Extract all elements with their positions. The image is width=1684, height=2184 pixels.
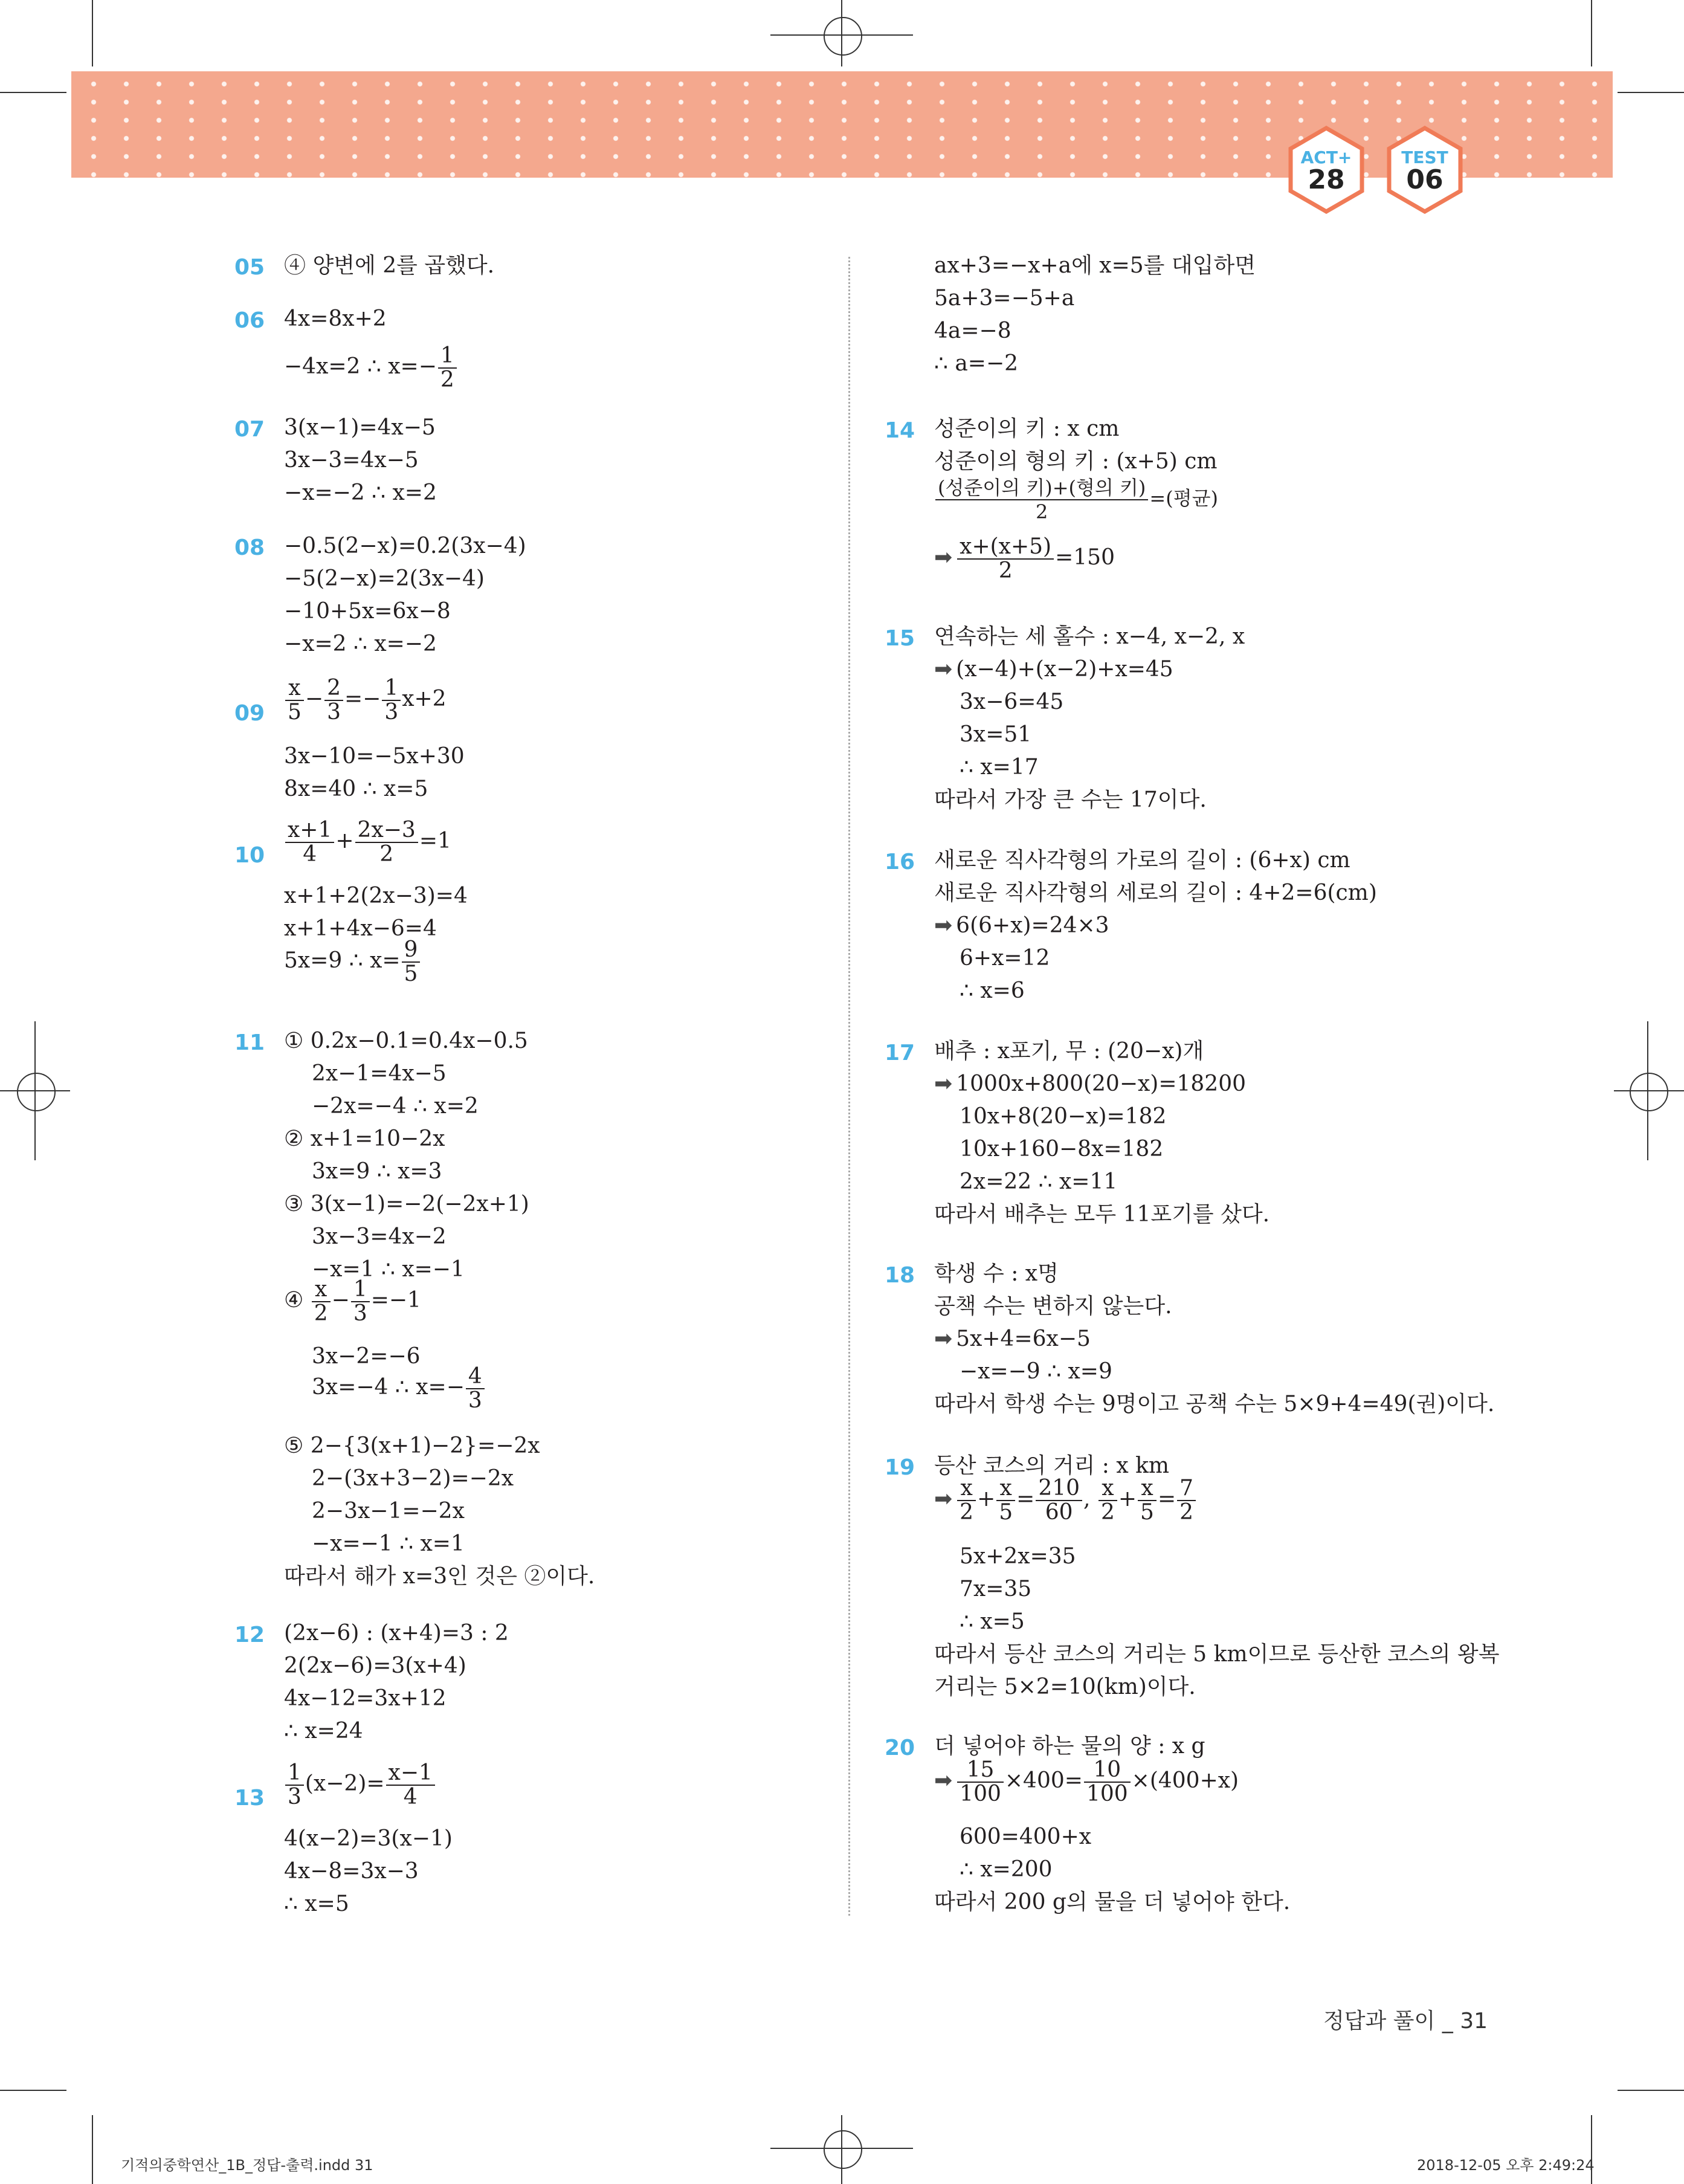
- solution-line: (2x−6) : (x+4)=3 : 2: [284, 1621, 509, 1646]
- solution-line: 10x+8(20−x)=182: [960, 1104, 1167, 1129]
- solution-line: 3x=−4 ∴ x=− $\frac{4}{3}$: [312, 1365, 486, 1412]
- solution-line: 성준이의 형의 키 : (x+5) cm: [934, 449, 1218, 474]
- solution-line: ③ 3(x−1)=−2(−2x+1): [284, 1192, 529, 1216]
- solution-line: −0.5(2−x)=0.2(3x−4): [284, 534, 526, 558]
- problem-number: 15: [885, 626, 915, 651]
- solution-line: 3x−3=4x−5: [284, 448, 419, 473]
- problem-number: 16: [885, 850, 915, 874]
- solution-line: 학생 수 : x명: [934, 1261, 1059, 1286]
- crop-mark: [1647, 1021, 1648, 1160]
- act-badge: [1287, 126, 1366, 214]
- solution-line: 따라서 해가 x=3인 것은 ②이다.: [284, 1564, 595, 1589]
- problem-number: 05: [234, 255, 265, 280]
- problem-number: 07: [234, 417, 265, 442]
- right-arrow-icon: ➡: [934, 1071, 953, 1096]
- problem-number: 08: [234, 535, 265, 560]
- solution-line: ② x+1=10−2x: [284, 1126, 445, 1151]
- solution-line: ➡ $\frac{x}{2}$ + $\frac{x}{5}$ = $\frac{210}{60}$ , $\frac{x}{2}$ + $\frac{x}{5}$ = $\frac{7}{2}$: [934, 1477, 1197, 1524]
- right-arrow-icon: ➡: [934, 1326, 953, 1351]
- problem-number: 19: [885, 1455, 915, 1480]
- solution-line: 4a=−8: [934, 318, 1011, 343]
- solution-line: $\frac{1}{3}$ (x−2)= $\frac{x-1}{4}$: [284, 1762, 436, 1809]
- solution-line: 4x=8x+2: [284, 306, 387, 331]
- solution-line: 5x=9 ∴ x= $\frac{9}{5}$: [284, 939, 421, 986]
- solution-line: $\frac{x+1}{4}$ + $\frac{2x-3}{2}$ =1: [284, 819, 451, 866]
- solution-line: 연속하는 세 홀수 : x−4, x−2, x: [934, 624, 1245, 649]
- solution-line: ∴ x=5: [284, 1892, 349, 1916]
- solution-line: 600=400+x: [960, 1824, 1092, 1849]
- solution-line: 새로운 직사각형의 가로의 길이 : (6+x) cm: [934, 848, 1350, 873]
- solution-line: ➡ 5x+4=6x−5: [934, 1326, 1091, 1351]
- crop-mark: [34, 1021, 36, 1160]
- fraction: $\frac{1}{2}$: [438, 344, 457, 392]
- solution-line: $\frac{x}{5}$ − $\frac{2}{3}$ =− $\frac{1}{3}$ x+2: [284, 677, 447, 724]
- solution-line: 5a+3=−5+a: [934, 286, 1075, 311]
- solution-line: 따라서 등산 코스의 거리는 5 km이므로 등산한 코스의 왕복: [934, 1642, 1500, 1667]
- solution-line: 따라서 가장 큰 수는 17이다.: [934, 787, 1207, 812]
- solution-line: ④ 양변에 2를 곱했다.: [284, 253, 495, 278]
- solution-line: 2x−1=4x−5: [312, 1061, 447, 1086]
- solution-line: 3x=51: [960, 722, 1032, 747]
- solution-line: 2−3x−1=−2x: [312, 1499, 465, 1523]
- solution-line: ∴ x=5: [960, 1609, 1025, 1634]
- solution-line: 3x−3=4x−2: [312, 1224, 447, 1249]
- test-badge-label: TEST: [1401, 147, 1448, 167]
- solution-line: −2x=−4 ∴ x=2: [312, 1094, 479, 1119]
- solution-line: −x=−2 ∴ x=2: [284, 480, 437, 505]
- crop-mark: [1618, 92, 1684, 93]
- crop-mark: [841, 2115, 842, 2184]
- solution-line: 2−(3x+3−2)=−2x: [312, 1466, 514, 1491]
- solution-line: 3x−10=−5x+30: [284, 744, 465, 769]
- crop-mark: [841, 0, 842, 66]
- solution-line: 따라서 배추는 모두 11포기를 샀다.: [934, 1202, 1270, 1227]
- registration-mark: [1630, 1073, 1668, 1111]
- crop-mark: [92, 2115, 93, 2184]
- solution-line: 공책 수는 변하지 않는다.: [934, 1294, 1172, 1319]
- solution-line: 배추 : x포기, 무 : (20−x)개: [934, 1039, 1204, 1064]
- solution-line: 따라서 학생 수는 9명이고 공책 수는 5×9+4=49(권)이다.: [934, 1392, 1495, 1417]
- right-arrow-icon: ➡: [934, 913, 953, 938]
- solution-line: 4(x−2)=3(x−1): [284, 1826, 453, 1851]
- problem-number: 11: [234, 1030, 265, 1055]
- solution-line: −4x=2 ∴ x=− $\frac{1}{2}$: [284, 344, 458, 392]
- solution-line: ⑤ 2−{3(x+1)−2}=−2x: [284, 1433, 540, 1458]
- solution-line: ➡ (x−4)+(x−2)+x=45: [934, 657, 1173, 682]
- solution-line: 4x−8=3x−3: [284, 1859, 419, 1884]
- right-arrow-icon: ➡: [934, 1487, 953, 1511]
- problem-number: 10: [234, 843, 265, 868]
- solution-line: 5x+2x=35: [960, 1544, 1076, 1569]
- solution-line: 3x−6=45: [960, 690, 1064, 714]
- crop-mark: [0, 2090, 66, 2091]
- solution-line: ∴ x=24: [284, 1719, 363, 1743]
- test-badge-number: 06: [1406, 164, 1444, 195]
- solution-line: $\frac{\text{(성준이의 키)+(형의 키)}}{2}$ =(평균): [934, 476, 1218, 523]
- solution-line: 8x=40 ∴ x=5: [284, 777, 428, 801]
- solution-line: ∴ a=−2: [934, 351, 1019, 376]
- registration-mark: [824, 2130, 862, 2169]
- solution-line: 3x=9 ∴ x=3: [312, 1159, 442, 1184]
- solution-line: ∴ x=17: [960, 755, 1039, 780]
- solution-line: 새로운 직사각형의 세로의 길이 : 4+2=6(cm): [934, 880, 1377, 905]
- solution-line: ➡ $\frac{x+(x+5)}{2}$ =150: [934, 534, 1115, 583]
- problem-number: 18: [885, 1263, 915, 1288]
- solution-line: 성준이의 키 : x cm: [934, 416, 1120, 441]
- solution-line: 2x=22 ∴ x=11: [960, 1169, 1118, 1194]
- solution-line: x+1+4x−6=4: [284, 916, 437, 941]
- solution-line: −5(2−x)=2(3x−4): [284, 566, 485, 591]
- column-divider: [848, 257, 850, 1916]
- solution-line: ∴ x=200: [960, 1857, 1053, 1882]
- solution-line: 3(x−1)=4x−5: [284, 415, 436, 440]
- solution-line: 10x+160−8x=182: [960, 1137, 1164, 1161]
- solution-line: ➡ 6(6+x)=24×3: [934, 913, 1109, 938]
- problem-number: 17: [885, 1041, 915, 1065]
- solution-line: 4x−12=3x+12: [284, 1686, 447, 1711]
- problem-number: 06: [234, 308, 265, 333]
- solution-line: 더 넣어야 하는 물의 양 : x g: [934, 1734, 1205, 1759]
- crop-mark: [92, 0, 93, 66]
- file-slug: 기적의중학연산_1B_정답-출력.indd 31: [121, 2157, 373, 2174]
- solution-line: −x=−9 ∴ x=9: [960, 1359, 1112, 1384]
- act-badge-number: 28: [1308, 164, 1345, 195]
- solution-line: 2(2x−6)=3(x+4): [284, 1653, 466, 1678]
- right-arrow-icon: ➡: [934, 545, 953, 570]
- act-badge-label: ACT+: [1300, 147, 1352, 167]
- solution-line: 6+x=12: [960, 946, 1050, 971]
- solution-line: ➡ $\frac{15}{100}$ ×400= $\frac{10}{100}$ ×(400+x): [934, 1757, 1239, 1806]
- solution-line: 거리는 5×2=10(km)이다.: [934, 1675, 1196, 1699]
- solution-line: 따라서 200 g의 물을 더 넣어야 한다.: [934, 1890, 1291, 1914]
- crop-mark: [1618, 2090, 1684, 2091]
- crop-mark: [0, 92, 66, 93]
- problem-number: 20: [885, 1736, 915, 1760]
- header-banner: [71, 71, 1613, 178]
- problem-number: 09: [234, 701, 265, 726]
- solution-line: 3x−2=−6: [312, 1344, 421, 1369]
- solution-line: −x=−1 ∴ x=1: [312, 1531, 465, 1556]
- solution-line: 등산 코스의 거리 : x km: [934, 1453, 1170, 1478]
- test-badge: [1386, 126, 1464, 214]
- solution-line: ax+3=−x+a에 x=5를 대입하면: [934, 253, 1256, 278]
- right-arrow-icon: ➡: [934, 1768, 953, 1793]
- right-arrow-icon: ➡: [934, 657, 953, 682]
- problem-number: 12: [234, 1623, 265, 1647]
- date-slug: 2018-12-05 오후 2:49:24: [1417, 2157, 1595, 2174]
- solution-line: 7x=35: [960, 1577, 1032, 1601]
- solution-line: ➡ 1000x+800(20−x)=18200: [934, 1071, 1247, 1096]
- solution-line: −10+5x=6x−8: [284, 599, 451, 624]
- problem-number: 13: [234, 1786, 265, 1811]
- registration-mark: [17, 1073, 56, 1111]
- solution-line: x+1+2(2x−3)=4: [284, 884, 468, 908]
- solution-line: −x=2 ∴ x=−2: [284, 632, 437, 656]
- solution-line: −x=1 ∴ x=−1: [312, 1257, 465, 1282]
- solution-line: ∴ x=6: [960, 978, 1025, 1003]
- solution-line: ④ $\frac{x}{2}$ − $\frac{1}{3}$ =−1: [284, 1277, 421, 1326]
- solution-line: ① 0.2x−0.1=0.4x−0.5: [284, 1029, 528, 1053]
- registration-mark: [824, 17, 862, 56]
- problem-number: 14: [885, 418, 915, 443]
- crop-mark: [1591, 0, 1592, 66]
- crop-mark: [1614, 1090, 1684, 1091]
- page-number: 정답과 풀이 _ 31: [1323, 2009, 1488, 2034]
